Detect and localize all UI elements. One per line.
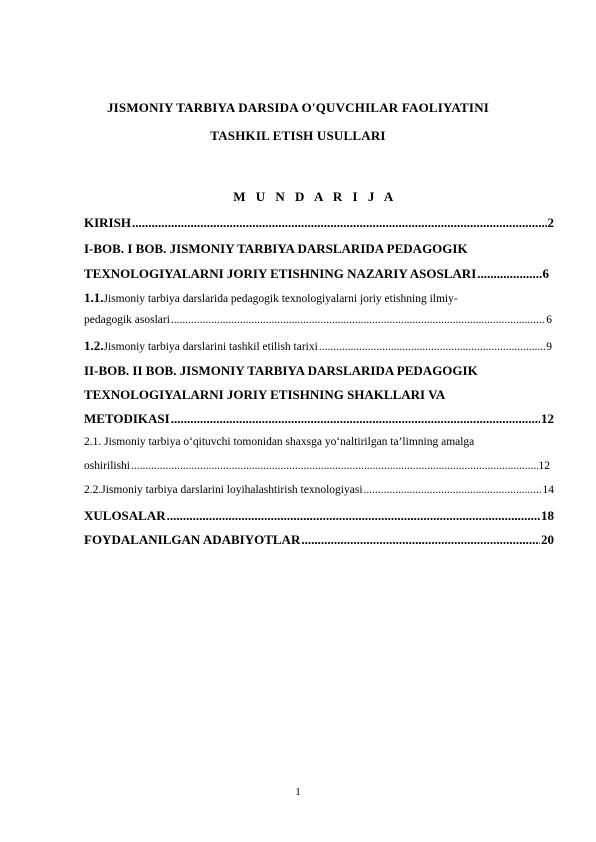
toc-entry-page: 14 bbox=[542, 484, 554, 496]
toc-entry-page: 6 bbox=[542, 266, 549, 281]
toc-dot-leader bbox=[131, 460, 537, 472]
toc-entry-bob2-line2[interactable] bbox=[84, 387, 554, 405]
toc-dot-leader bbox=[477, 266, 541, 282]
toc-dot-leader bbox=[171, 411, 540, 427]
toc-entry-label: II-BOB. II BOB. JISMONIY TARBIYA DARSLARIDA PEDAGOGIK bbox=[84, 363, 478, 378]
page-number: 1 bbox=[295, 786, 301, 798]
toc-entry-2-2[interactable] bbox=[84, 484, 554, 502]
toc-entry-bob2-line1[interactable] bbox=[84, 363, 554, 381]
toc-entry-label: METODIKASI bbox=[84, 411, 170, 426]
toc-entry-page: 12 bbox=[538, 460, 550, 472]
toc-entry-label: FOYDALANILGAN ADABIYOTLAR bbox=[84, 532, 301, 547]
toc-entry-page: 18 bbox=[541, 508, 554, 523]
toc-entry-label: TEXNOLOGIYALARNI JORIY ETISHNING SHAKLLARI VA bbox=[84, 387, 446, 402]
toc-entry-label: XULOSALAR bbox=[84, 508, 166, 523]
toc-entry-kirish[interactable] bbox=[84, 215, 554, 233]
toc-entry-label: Jismoniy tarbiya darslarini loyihalashtirish texnologiyasi bbox=[101, 484, 363, 496]
toc-entry-bob1-line2[interactable] bbox=[84, 266, 549, 284]
toc-entry-page: 12 bbox=[541, 411, 554, 426]
toc-entry-1-2[interactable] bbox=[84, 338, 552, 356]
toc-entry-page: 9 bbox=[546, 341, 552, 353]
toc-entry-label: Jismoniy tarbiya darslarida pedagogik texnologiyalarni joriy etishning ilmiy- bbox=[103, 293, 458, 305]
toc-entry-1-1-line2[interactable] bbox=[84, 314, 552, 332]
toc-entry-label: pedagogik asoslari bbox=[84, 314, 170, 326]
toc-entry-page: 20 bbox=[541, 532, 554, 547]
toc-entry-2-1-line1[interactable] bbox=[84, 436, 554, 454]
toc-entry-label: TEXNOLOGIYALARNI JORIY ETISHNING NAZARIY ASOSLARI bbox=[84, 266, 477, 281]
document-title-line-1: JISMONIY TARBIYA DARSIDA O'QUVCHILAR FAOLIYATINI bbox=[106, 100, 490, 115]
toc-entry-label: Jismoniy tarbiya darslarini tashkil etilish tarixi bbox=[103, 341, 318, 353]
toc-entry-label: I-BOB. I BOB. JISMONIY TARBIYA DARSLARIDA PEDAGOGIK bbox=[84, 241, 468, 256]
toc-entry-1-1-line1[interactable] bbox=[84, 290, 554, 308]
toc-entry-adabiyotlar[interactable] bbox=[84, 532, 554, 550]
toc-entry-number: 1.2. bbox=[84, 338, 104, 353]
toc-entry-page: 6 bbox=[546, 314, 552, 326]
toc-entry-label: oshirilishi bbox=[84, 460, 131, 472]
toc-entry-number: 2.2. bbox=[84, 484, 102, 496]
toc-entry-bob2-line3[interactable] bbox=[84, 411, 554, 429]
toc-entry-xulosalar[interactable] bbox=[84, 508, 554, 526]
toc-dot-leader bbox=[319, 341, 545, 353]
toc-entry-label: 2.1. Jismoniy tarbiya o‘qituvchi tomonidan shaxsga yo‘naltirilgan ta’limning amalga bbox=[84, 436, 475, 448]
document-title-line-2: TASHKIL ETISH USULLARI bbox=[210, 128, 386, 143]
toc-entry-bob1-line1[interactable] bbox=[84, 241, 554, 259]
toc-entry-label: KIRISH bbox=[84, 215, 131, 230]
toc-entry-number: 1.1. bbox=[84, 290, 104, 305]
toc-dot-leader bbox=[364, 484, 542, 496]
toc-entry-2-1-line2[interactable] bbox=[84, 460, 550, 478]
toc-dot-leader bbox=[167, 508, 540, 524]
toc-dot-leader bbox=[301, 532, 540, 548]
toc-dot-leader bbox=[132, 215, 547, 231]
toc-dot-leader bbox=[171, 314, 545, 326]
toc-entry-page: 2 bbox=[547, 215, 554, 230]
contents-heading: M U N D A R I J A bbox=[233, 189, 397, 204]
